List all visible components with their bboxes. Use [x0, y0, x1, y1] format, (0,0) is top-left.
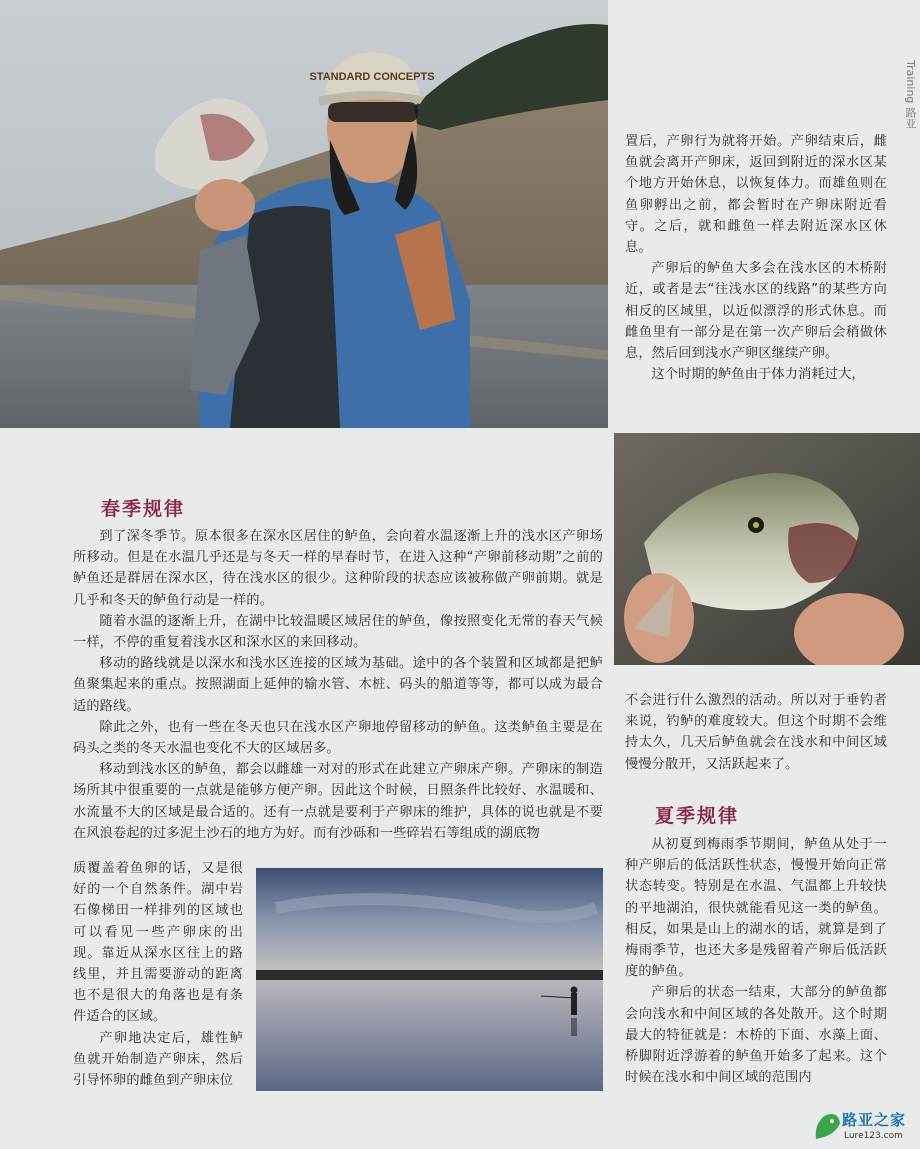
spring-heading: 春季规律	[101, 498, 186, 520]
paragraph: 随着水温的逐渐上升，在湖中比较温暖区域居住的鲈鱼，像按照变化无常的春天气候一样，不停的重复着浅水区和深水区的来回移动。	[73, 613, 603, 651]
paragraph: 不会进行什么激烈的活动。所以对于垂钓者来说，钓鲈的难度较大。但这个时期不会维持太久，几天后鲈鱼就会在浅水和中间区域慢慢分散开，又活跃起来了。	[625, 693, 887, 772]
cap-text: STANDARD CONCEPTS	[309, 71, 435, 83]
angler-photo	[0, 0, 608, 428]
spring-wrap-text	[73, 858, 243, 1091]
paragraph: 从初夏到梅雨季节期间，鲈鱼从处于一种产卵后的低活跃性状态，慢慢开始向正常状态转变。特别是在水温、气温都上升较快的平地湖泊，很快就能看见这一类的鲈鱼。相反，如果是山上的湖水的话，就算是到了梅雨季节，也还大多是残留着产卵后低活跃度的鲈鱼。	[625, 837, 887, 980]
watermark-title: 路亚之家	[842, 1111, 907, 1129]
watermark-url: Lure123.com	[844, 1131, 903, 1141]
bass-closeup-photo	[614, 433, 920, 665]
lake-angler-photo	[256, 868, 603, 1091]
summer-text	[625, 834, 887, 1088]
site-watermark	[812, 1107, 916, 1147]
paragraph: 产卵后的状态一结束，大部分的鲈鱼都会向浅水和中间区域的各处散开。这个时期最大的特征就是：木桥的下面、水藻上面、桥脚附近浮游着的鲈鱼开始多了起来。这个时候在浅水和中间区域的范围内	[625, 985, 887, 1086]
spring-text	[73, 526, 603, 844]
right-column-text	[625, 131, 887, 385]
paragraph: 这个时期的鲈鱼由于体力消耗过大，	[651, 367, 865, 383]
paragraph: 置后，产卵行为就将开始。产卵结束后，雌鱼就会离开产卵床，返回到附近的深水区某个地方开始休息，以恢复体力。而雄鱼则在鱼卵孵出之前，都会暂时在产卵床附近看守。之后，就和雌鱼一样去附近深水区休息。	[625, 134, 887, 256]
fish-logo-icon	[812, 1109, 842, 1145]
summer-heading: 夏季规律	[655, 805, 740, 827]
edge-text: Training 路亚	[904, 60, 917, 129]
paragraph: 到了深冬季节。原本很多在深水区居住的鲈鱼，会向着水温逐渐上升的浅水区产卵场所移动。但是在水温几乎还是与冬天一样的早春时节，在进入这种“产卵前移动期”之前的鲈鱼还是群居在深水区，待在浅水区的很少。这种阶段的状态应该被称做产卵前期。就是几乎和冬天的鲈鱼行动是一样的。	[73, 529, 603, 608]
paragraph: 产卵地决定后，雄性鲈鱼就开始制造产卵床，然后引导怀卵的雌鱼到产卵床位	[73, 1030, 243, 1089]
paragraph: 除此之外，也有一些在冬天也只在浅水区产卵地停留移动的鲈鱼。这类鲈鱼主要是在码头之类的冬天水温也变化不大的区域居多。	[73, 719, 603, 757]
paragraph: 产卵后的鲈鱼大多会在浅水区的木桥附近，或者是去“往浅水区的线路”的某些方向相反的区域里，以近似漂浮的形式休息。而雌鱼里有一部分是在第一次产卵后会稍做休息，然后回到浅水产卵区继续产卵。	[625, 261, 887, 362]
paragraph: 质覆盖着鱼卵的话，又是很好的一个自然条件。湖中岩石像梯田一样排列的区域也可以看见一些产卵床的出现。靠近从深水区往上的路线里，并且需要游动的距离也不是很大的角落也是有条件适合的区域。	[73, 861, 243, 1025]
edge-label	[902, 60, 920, 200]
right-column-continued	[625, 690, 887, 775]
paragraph: 移动的路线就是以深水和浅水区连接的区域为基础。途中的各个装置和区域都是把鲈鱼聚集起来的重点。按照湖面上延伸的输水管、木桩、码头的船道等等，都可以成为最合适的路线。	[73, 656, 603, 714]
paragraph: 移动到浅水区的鲈鱼，都会以雌雄一对对的形式在此建立产卵床产卵。产卵床的制造场所其中很重要的一点就是能够方便产卵。因此这个时候，日照条件比较好、水温暖和、水流量不大的区域是最合适的。还有一点就是要利于产卵床的维护，具体的说也就是不要在风浪卷起的过多泥土沙石的地方为好。而有沙砾和一些碎岩石等组成的湖底物	[73, 762, 603, 841]
